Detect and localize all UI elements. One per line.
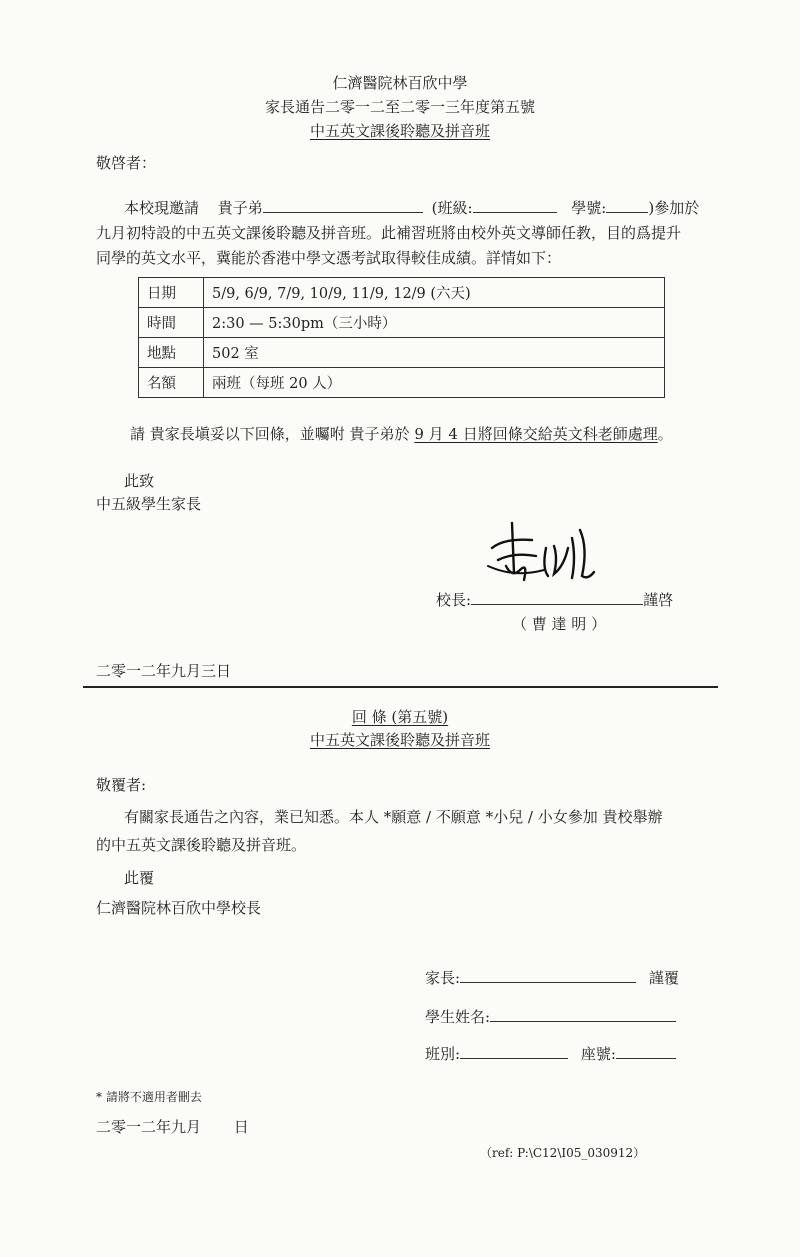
class-seat-line (425, 1043, 676, 1064)
reply-title: 回 條 (第五號) (351, 708, 449, 726)
row-label: 地點 (139, 338, 204, 368)
student-name-line (425, 1006, 676, 1027)
student-name-blank[interactable] (490, 1007, 676, 1022)
student-no-label: 學號: (571, 199, 607, 217)
row-label: 時間 (139, 308, 204, 338)
return-deadline: 9 月 4 日將回條交給英文科老師處理 (414, 425, 658, 443)
request-text: 請 貴家長塡妥以下回條，並囑咐 貴子弟於 (130, 425, 410, 443)
seat-label: 座號: (580, 1045, 616, 1063)
table-row (139, 308, 665, 338)
reply-date: 二零一二年九月 (96, 1118, 202, 1136)
reply-subject: 中五英文課後聆聽及拼音班 (309, 731, 490, 749)
row-value: 5/9, 6/9, 7/9, 10/9, 11/9, 12/9 (六天) (204, 278, 665, 308)
seat-blank[interactable] (616, 1044, 676, 1059)
paragraph-line-3: 同學的英文水平，冀能於香港中學文憑考試取得較佳成績。詳情如下： (96, 249, 562, 267)
row-value: 兩班（每班 20 人） (204, 368, 665, 398)
reply-recipient: 仁濟醫院林百欣中學校長 (96, 899, 262, 917)
notice-subject: 中五英文課後聆聽及拼音班 (309, 122, 490, 140)
principal-suffix: 謹啓 (643, 591, 674, 609)
reply-class-blank[interactable] (460, 1044, 568, 1059)
closing: 此致 (124, 472, 155, 490)
row-label: 名額 (139, 368, 204, 398)
your-child-text: 貴子弟 (217, 199, 263, 217)
principal-sign-blank (471, 590, 643, 605)
table-row (139, 368, 665, 398)
principal-signature (484, 518, 604, 598)
invite-text: 本校現邀請 (124, 199, 200, 217)
parent-line (425, 967, 679, 988)
reply-date-day: 日 (233, 1118, 249, 1136)
paragraph-line-2: 九月初特設的中五英文課後聆聽及拼音班。此補習班將由校外英文導師任教，目的爲提升 (96, 224, 682, 242)
principal-label: 校長: (436, 591, 472, 609)
table-row (139, 278, 665, 308)
table-row (139, 338, 665, 368)
salutation: 敬啓者： (96, 154, 157, 172)
parent-sign-blank[interactable] (460, 968, 636, 983)
reply-salutation: 敬覆者: (96, 776, 147, 794)
reply-line-2: 的中五英文課後聆聽及拼音班。 (96, 836, 307, 854)
principal-name: （ 曹 達 明 ） (512, 615, 607, 633)
parent-suffix: 謹覆 (648, 969, 679, 987)
row-label: 日期 (139, 278, 204, 308)
reply-closing: 此覆 (124, 869, 155, 887)
student-no-blank[interactable] (606, 198, 648, 213)
section-divider (83, 686, 718, 688)
recipient: 中五級學生家長 (96, 495, 202, 513)
school-name: 仁濟醫院林百欣中學 (332, 74, 468, 92)
notice-number: 家長通告二零一二至二零一三年度第五號 (264, 98, 535, 116)
notice-date: 二零一二年九月三日 (96, 662, 232, 680)
child-name-blank[interactable] (263, 198, 423, 213)
reference: （ref: P:\C12\I05_030912） (480, 1146, 646, 1160)
request-end: 。 (657, 425, 673, 443)
course-info-table (138, 277, 665, 398)
class-blank[interactable] (473, 198, 557, 213)
reply-date-line (96, 1116, 249, 1137)
principal-line (436, 589, 673, 610)
reply-class-label: 班別: (425, 1045, 461, 1063)
invitation-line (124, 197, 699, 218)
row-value: 502 室 (204, 338, 665, 368)
student-name-label: 學生姓名: (425, 1008, 491, 1026)
attend-text: )參加於 (648, 199, 700, 217)
parent-label: 家長: (425, 969, 461, 987)
reply-line-1: 有關家長通告之內容，業已知悉。本人 *願意 / 不願意 *小兒 / 小女參加 貴校舉辦 (124, 808, 663, 826)
footnote: * 請將不適用者刪去 (96, 1090, 202, 1104)
row-value: 2:30 — 5:30pm（三小時） (204, 308, 665, 338)
class-label: (班級: (431, 199, 473, 217)
request-line (130, 423, 673, 444)
